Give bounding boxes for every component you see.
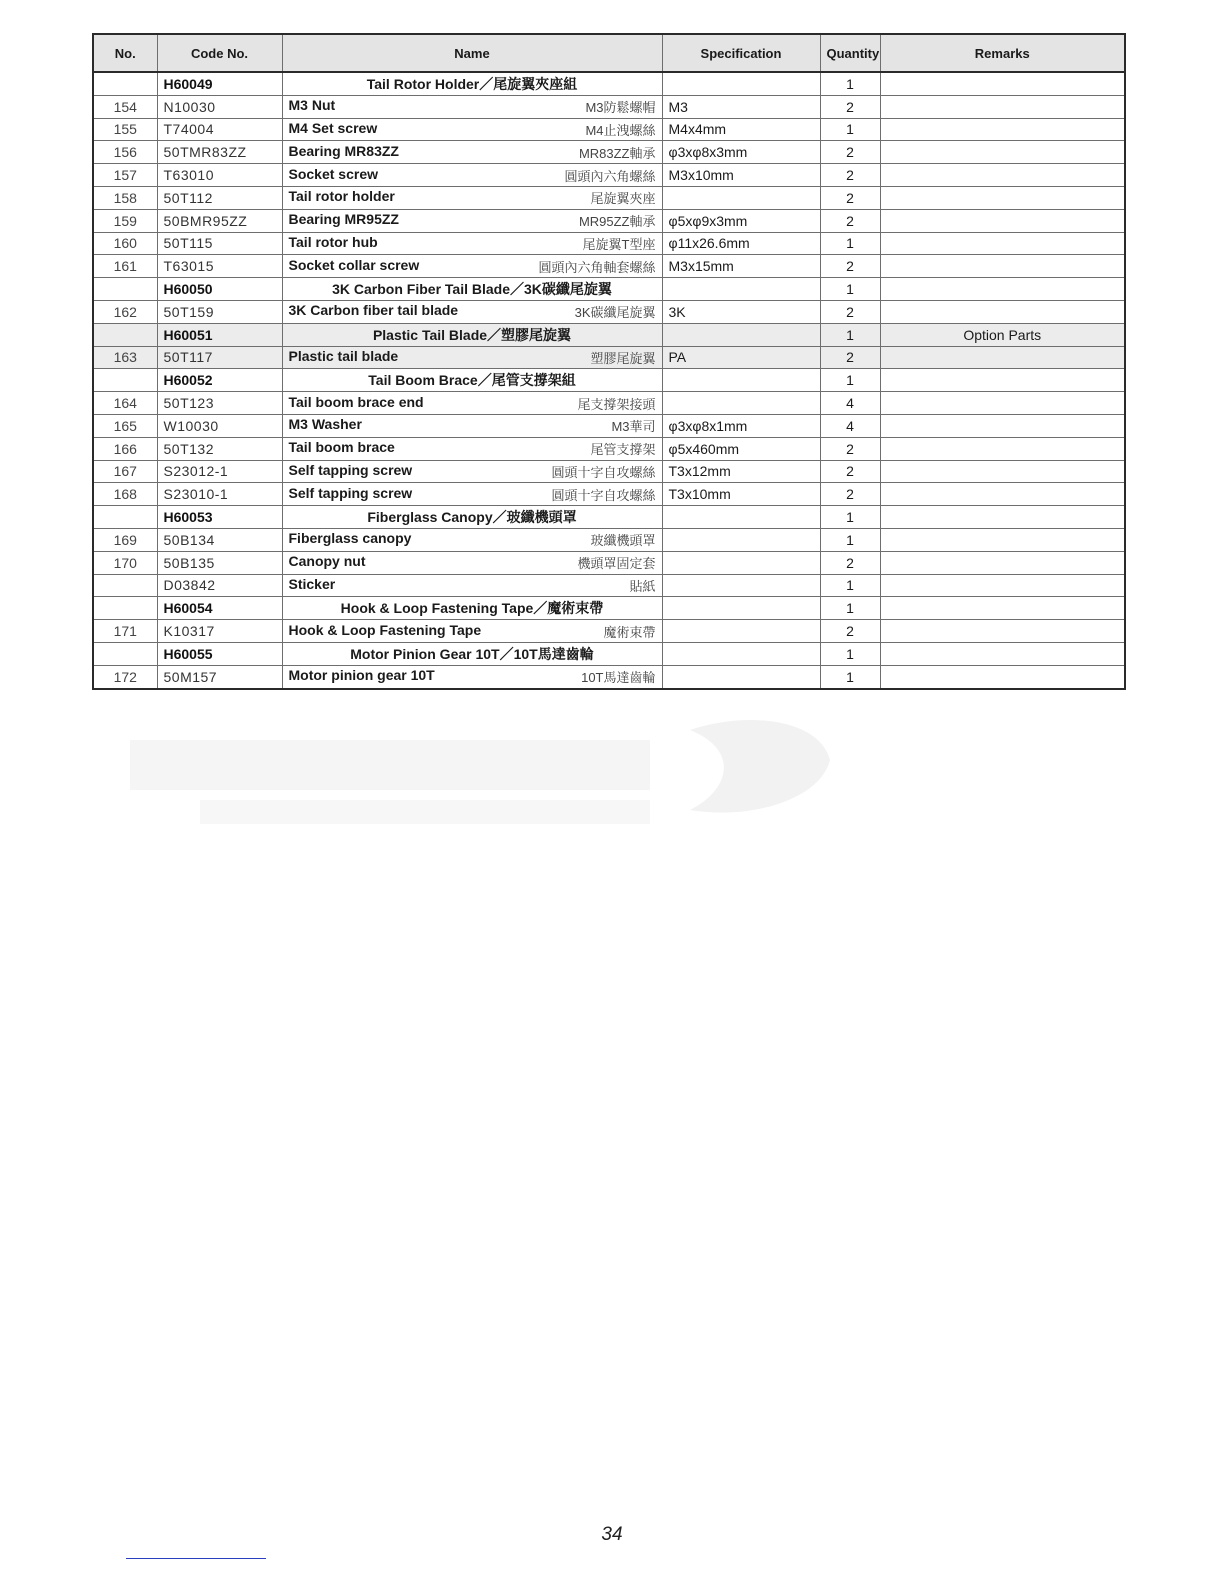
part-specification: M3x10mm	[662, 164, 820, 187]
table-row	[93, 346, 1125, 369]
group-row	[93, 642, 1125, 665]
part-specification: φ5x460mm	[662, 437, 820, 460]
part-name-english: Bearing MR95ZZ	[288, 211, 399, 228]
group-spec-cell	[662, 278, 820, 301]
part-code: 50BMR95ZZ	[157, 209, 282, 232]
part-code: 50B134	[157, 528, 282, 551]
part-quantity: 1	[820, 232, 880, 255]
group-no-cell	[93, 278, 157, 301]
page-number: 34	[601, 1524, 623, 1545]
part-code: T74004	[157, 118, 282, 141]
part-quantity: 2	[820, 95, 880, 118]
group-spec-cell	[662, 369, 820, 392]
part-name-chinese: 圓頭內六角螺絲	[564, 168, 656, 184]
part-code: S23012-1	[157, 460, 282, 483]
part-name-chinese: 圓頭十字自攻螺絲	[551, 464, 656, 480]
part-name-chinese: 玻纖機頭罩	[590, 533, 656, 549]
group-row	[93, 323, 1125, 346]
part-name-english: Canopy nut	[288, 553, 366, 570]
part-name-cell	[282, 164, 662, 187]
part-code: 50B135	[157, 551, 282, 574]
part-specification: T3x12mm	[662, 460, 820, 483]
group-quantity: 1	[820, 323, 880, 346]
part-specification: T3x10mm	[662, 483, 820, 506]
part-number: 167	[93, 460, 157, 483]
part-code: K10317	[157, 620, 282, 643]
group-remarks	[880, 72, 1125, 95]
group-name: Tail Boom Brace／尾管支撐架組	[282, 369, 662, 392]
part-specification	[662, 574, 820, 597]
part-remarks-cell	[880, 414, 1125, 437]
part-remarks-cell	[880, 574, 1125, 597]
group-name: Hook & Loop Fastening Tape／魔術束帶	[282, 597, 662, 620]
part-name-chinese: 圓頭內六角軸套螺絲	[538, 259, 656, 275]
part-specification: M3x15mm	[662, 255, 820, 278]
table-row	[93, 460, 1125, 483]
footer-rule	[126, 1558, 266, 1559]
table-row	[93, 665, 1125, 688]
part-specification	[662, 392, 820, 415]
group-code: H60050	[157, 278, 282, 301]
group-name: 3K Carbon Fiber Tail Blade／3K碳纖尾旋翼	[282, 278, 662, 301]
group-no-cell	[93, 369, 157, 392]
group-name: Plastic Tail Blade／塑膠尾旋翼	[282, 323, 662, 346]
part-specification: 3K	[662, 300, 820, 323]
group-code: H60052	[157, 369, 282, 392]
group-code: H60053	[157, 506, 282, 529]
part-name-english: Tail rotor holder	[288, 188, 395, 205]
part-number: 171	[93, 620, 157, 643]
part-number: 155	[93, 118, 157, 141]
table-row	[93, 164, 1125, 187]
part-name-cell	[282, 255, 662, 278]
part-name-english: Motor pinion gear 10T	[288, 667, 435, 684]
part-code: 50T159	[157, 300, 282, 323]
part-remarks-cell	[880, 300, 1125, 323]
table-row	[93, 209, 1125, 232]
part-quantity: 2	[820, 164, 880, 187]
header-quantity: Quantity	[820, 34, 880, 72]
header-remarks: Remarks	[880, 34, 1125, 72]
part-name-english: Plastic tail blade	[288, 347, 399, 364]
part-code: T63015	[157, 255, 282, 278]
part-name-cell	[282, 141, 662, 164]
part-remarks-cell	[880, 483, 1125, 506]
part-remarks-cell	[880, 665, 1125, 688]
table-row	[93, 141, 1125, 164]
part-number: 159	[93, 209, 157, 232]
part-name-cell	[282, 392, 662, 415]
part-remarks-cell	[880, 528, 1125, 551]
part-remarks-cell	[880, 95, 1125, 118]
part-remarks-cell	[880, 620, 1125, 643]
group-name: Fiberglass Canopy／玻纖機頭罩	[282, 506, 662, 529]
group-name: Motor Pinion Gear 10T／10T馬達齒輪	[282, 642, 662, 665]
part-name-cell	[282, 483, 662, 506]
part-specification	[662, 551, 820, 574]
part-name-chinese: MR95ZZ軸承	[578, 214, 656, 230]
table-header	[93, 34, 1125, 72]
part-quantity: 2	[820, 141, 880, 164]
group-no-cell	[93, 72, 157, 95]
part-code: 50T115	[157, 232, 282, 255]
part-quantity: 2	[820, 300, 880, 323]
part-quantity: 1	[820, 665, 880, 688]
group-quantity: 1	[820, 369, 880, 392]
group-quantity: 1	[820, 506, 880, 529]
group-no-cell	[93, 642, 157, 665]
part-quantity: 2	[820, 551, 880, 574]
part-code: D03842	[157, 574, 282, 597]
part-name-english: M3 Washer	[288, 416, 362, 433]
part-quantity: 2	[820, 620, 880, 643]
part-specification: PA	[662, 346, 820, 369]
part-code: 50T132	[157, 437, 282, 460]
part-remarks-cell	[880, 437, 1125, 460]
group-row	[93, 506, 1125, 529]
group-code: H60054	[157, 597, 282, 620]
group-code: H60055	[157, 642, 282, 665]
part-name-chinese: 魔術束帶	[603, 624, 656, 640]
table-row	[93, 551, 1125, 574]
group-quantity: 1	[820, 642, 880, 665]
table-row	[93, 620, 1125, 643]
table-row	[93, 95, 1125, 118]
part-number: 156	[93, 141, 157, 164]
part-name-chinese: M4止洩螺絲	[585, 122, 656, 138]
part-name-chinese: 尾支撐架接頭	[577, 396, 656, 412]
part-code: T63010	[157, 164, 282, 187]
table-row	[93, 414, 1125, 437]
part-remarks-cell	[880, 141, 1125, 164]
part-number	[93, 574, 157, 597]
part-name-english: Tail boom brace	[288, 439, 395, 456]
part-code: 50TMR83ZZ	[157, 141, 282, 164]
part-name-chinese: 圓頭十字自攻螺絲	[551, 487, 656, 503]
part-code: W10030	[157, 414, 282, 437]
part-quantity: 4	[820, 414, 880, 437]
part-name-cell	[282, 551, 662, 574]
header-no: No.	[93, 34, 157, 72]
part-quantity: 2	[820, 186, 880, 209]
part-name-chinese: 3K碳纖尾旋翼	[574, 305, 656, 321]
group-remarks	[880, 642, 1125, 665]
group-remarks	[880, 369, 1125, 392]
part-name-cell	[282, 118, 662, 141]
group-code: H60049	[157, 72, 282, 95]
group-spec-cell	[662, 642, 820, 665]
group-quantity: 1	[820, 72, 880, 95]
part-name-cell	[282, 665, 662, 688]
part-number: 163	[93, 346, 157, 369]
group-no-cell	[93, 597, 157, 620]
group-spec-cell	[662, 506, 820, 529]
part-name-chinese: 貼紙	[629, 578, 656, 594]
part-number: 166	[93, 437, 157, 460]
part-name-english: Tail rotor hub	[288, 233, 378, 250]
part-number: 170	[93, 551, 157, 574]
part-quantity: 1	[820, 528, 880, 551]
part-number: 162	[93, 300, 157, 323]
part-specification: φ3xφ8x3mm	[662, 141, 820, 164]
part-specification	[662, 620, 820, 643]
table-row	[93, 300, 1125, 323]
part-name-cell	[282, 437, 662, 460]
part-number: 154	[93, 95, 157, 118]
part-remarks-cell	[880, 460, 1125, 483]
header-row	[93, 34, 1125, 72]
part-name-cell	[282, 300, 662, 323]
part-name-cell	[282, 209, 662, 232]
group-remarks: Option Parts	[880, 323, 1125, 346]
part-name-chinese: 塑膠尾旋翼	[590, 350, 656, 366]
part-remarks-cell	[880, 209, 1125, 232]
group-spec-cell	[662, 323, 820, 346]
part-specification: φ5xφ9x3mm	[662, 209, 820, 232]
part-number: 164	[93, 392, 157, 415]
table-row	[93, 392, 1125, 415]
table-row	[93, 483, 1125, 506]
part-name-english: M4 Set screw	[288, 119, 378, 136]
group-row	[93, 278, 1125, 301]
header-name: Name	[282, 34, 662, 72]
group-no-cell	[93, 323, 157, 346]
group-remarks	[880, 278, 1125, 301]
part-name-cell	[282, 620, 662, 643]
part-code: S23010-1	[157, 483, 282, 506]
part-name-chinese: 尾旋翼T型座	[582, 236, 656, 252]
part-number: 165	[93, 414, 157, 437]
group-row	[93, 369, 1125, 392]
part-name-english: Socket collar screw	[288, 256, 420, 273]
part-name-cell	[282, 414, 662, 437]
part-name-cell	[282, 528, 662, 551]
part-quantity: 2	[820, 255, 880, 278]
part-number: 161	[93, 255, 157, 278]
part-name-cell	[282, 574, 662, 597]
part-name-cell	[282, 186, 662, 209]
part-name-english: Self tapping screw	[288, 484, 413, 501]
part-name-english: Self tapping screw	[288, 461, 413, 478]
group-quantity: 1	[820, 278, 880, 301]
group-name: Tail Rotor Holder／尾旋翼夾座組	[282, 72, 662, 95]
table-row	[93, 437, 1125, 460]
part-quantity: 4	[820, 392, 880, 415]
part-code: 50T112	[157, 186, 282, 209]
group-no-cell	[93, 506, 157, 529]
part-specification: φ3xφ8x1mm	[662, 414, 820, 437]
part-name-chinese: 10T馬達齒輪	[581, 670, 656, 686]
table-row	[93, 232, 1125, 255]
part-name-chinese: 尾旋翼夾座	[590, 191, 656, 207]
group-code: H60051	[157, 323, 282, 346]
part-quantity: 2	[820, 437, 880, 460]
part-name-english: M3 Nut	[288, 97, 336, 114]
part-number: 160	[93, 232, 157, 255]
parts-table	[92, 33, 1126, 690]
part-specification	[662, 665, 820, 688]
header-specification: Specification	[662, 34, 820, 72]
watermark-logo	[130, 700, 850, 840]
table-row	[93, 118, 1125, 141]
header-code: Code No.	[157, 34, 282, 72]
part-name-english: Hook & Loop Fastening Tape	[288, 621, 482, 638]
part-code: 50T117	[157, 346, 282, 369]
part-specification	[662, 186, 820, 209]
part-name-cell	[282, 95, 662, 118]
part-remarks-cell	[880, 392, 1125, 415]
table-row	[93, 528, 1125, 551]
table-row	[93, 574, 1125, 597]
part-name-chinese: M3防鬆螺帽	[585, 100, 656, 116]
part-name-cell	[282, 232, 662, 255]
part-name-cell	[282, 346, 662, 369]
group-row	[93, 72, 1125, 95]
group-remarks	[880, 597, 1125, 620]
group-row	[93, 597, 1125, 620]
table-row	[93, 255, 1125, 278]
part-quantity: 2	[820, 209, 880, 232]
part-number: 172	[93, 665, 157, 688]
part-quantity: 2	[820, 460, 880, 483]
part-name-english: Bearing MR83ZZ	[288, 142, 399, 159]
part-specification: M4x4mm	[662, 118, 820, 141]
part-quantity: 2	[820, 346, 880, 369]
part-name-chinese: 機頭罩固定套	[577, 556, 656, 572]
group-spec-cell	[662, 597, 820, 620]
part-code: 50M157	[157, 665, 282, 688]
part-name-english: Tail boom brace end	[288, 393, 424, 410]
part-remarks-cell	[880, 232, 1125, 255]
part-remarks-cell	[880, 255, 1125, 278]
part-quantity: 1	[820, 574, 880, 597]
part-remarks-cell	[880, 186, 1125, 209]
part-name-chinese: 尾管支撐架	[590, 442, 656, 458]
part-name-chinese: M3華司	[611, 419, 656, 435]
part-number: 169	[93, 528, 157, 551]
part-code: N10030	[157, 95, 282, 118]
part-number: 168	[93, 483, 157, 506]
part-name-english: Socket screw	[288, 165, 378, 182]
part-specification: M3	[662, 95, 820, 118]
table-body	[93, 72, 1125, 689]
part-specification: φ11x26.6mm	[662, 232, 820, 255]
part-specification	[662, 528, 820, 551]
part-remarks-cell	[880, 118, 1125, 141]
group-spec-cell	[662, 72, 820, 95]
part-number: 157	[93, 164, 157, 187]
part-remarks-cell	[880, 346, 1125, 369]
part-remarks-cell	[880, 164, 1125, 187]
part-number: 158	[93, 186, 157, 209]
part-name-cell	[282, 460, 662, 483]
part-quantity: 2	[820, 483, 880, 506]
part-code: 50T123	[157, 392, 282, 415]
part-name-english: Fiberglass canopy	[288, 530, 412, 547]
part-name-chinese: MR83ZZ軸承	[578, 145, 656, 161]
part-name-english: 3K Carbon fiber tail blade	[288, 302, 459, 319]
part-quantity: 1	[820, 118, 880, 141]
table-row	[93, 186, 1125, 209]
part-remarks-cell	[880, 551, 1125, 574]
group-remarks	[880, 506, 1125, 529]
part-name-english: Sticker	[288, 575, 336, 592]
group-quantity: 1	[820, 597, 880, 620]
